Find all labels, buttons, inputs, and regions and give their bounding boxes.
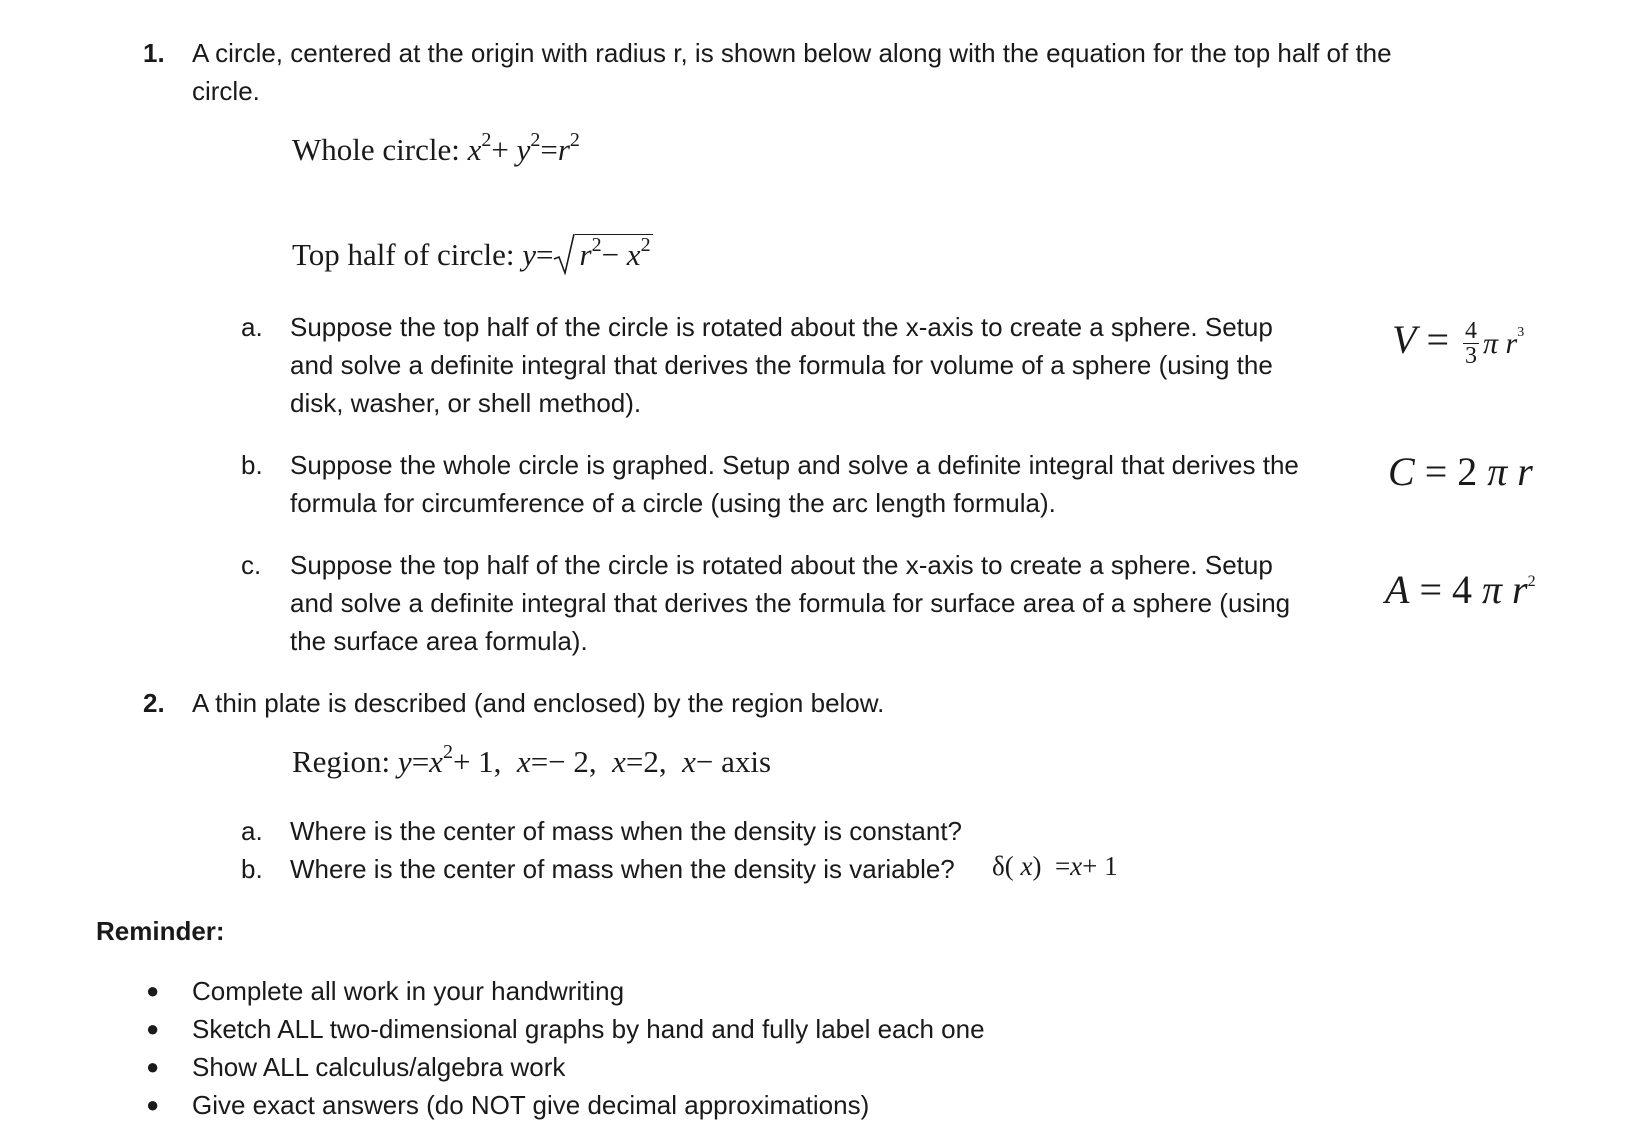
q2a-label: a. bbox=[241, 816, 263, 846]
reminder-item: Sketch ALL two-dimensional graphs by hand and fully label each one bbox=[192, 1014, 985, 1044]
bullet-icon: ● bbox=[146, 978, 160, 1003]
q1a-line3: disk, washer, or shell method). bbox=[290, 388, 642, 418]
radical-icon bbox=[553, 233, 575, 275]
q1a-line1: Suppose the top half of the circle is rotated about the x-axis to create a sphere. Setup bbox=[290, 312, 1273, 342]
reminder-title: Reminder: bbox=[96, 916, 225, 946]
sphere-volume-formula: V = $\frac{4}{3}$ π $r^3$ bbox=[1392, 317, 1525, 370]
q1c-line1: Suppose the top half of the circle is rotated about the x-axis to create a sphere. Setup bbox=[290, 550, 1273, 580]
q1a-label: a. bbox=[241, 312, 263, 342]
bullet-icon: ● bbox=[146, 1092, 160, 1117]
reminder-item: Complete all work in your handwriting bbox=[192, 976, 625, 1006]
q1b-line1: Suppose the whole circle is graphed. Setup and solve a definite integral that derives the bbox=[290, 450, 1299, 480]
q1b-label: b. bbox=[241, 450, 263, 480]
q2a-text: Where is the center of mass when the density is constant? bbox=[290, 816, 963, 846]
whole-circle-equation: Whole circle: $x^2+ y^2=r^2$ bbox=[292, 128, 580, 167]
region-label: Region: bbox=[292, 744, 391, 779]
q1-intro-line1: A circle, centered at the origin with radius r, is shown below along with the equation for the top half of the bbox=[192, 38, 1392, 68]
q2-intro: A thin plate is described (and enclosed) by the region below. bbox=[192, 688, 885, 718]
q1a-line2: and solve a definite integral that derives the formula for volume of a sphere (using the bbox=[290, 350, 1273, 380]
q1c-line2: and solve a definite integral that derives the formula for surface area of a sphere (using bbox=[290, 588, 1291, 618]
reminder-item: Show ALL calculus/algebra work bbox=[192, 1052, 566, 1082]
q2b-text: Where is the center of mass when the density is variable? bbox=[290, 854, 955, 884]
bullet-icon: ● bbox=[146, 1054, 160, 1079]
region-equation: Region: $y=x^2+ 1$, x=− 2, x=2, x− axis bbox=[292, 740, 772, 779]
q1c-label: c. bbox=[241, 550, 262, 580]
q1-number: 1. bbox=[143, 38, 165, 68]
q2b-label: b. bbox=[241, 854, 263, 884]
top-half-label: Top half of circle: bbox=[292, 237, 515, 272]
four-thirds-fraction: $\frac{4}{3}$ bbox=[1465, 318, 1477, 370]
surface-area-formula: A = 4 π $r^2$ bbox=[1385, 567, 1536, 612]
top-half-equation: Top half of circle: $y= r^2- x^2$ bbox=[292, 230, 653, 275]
q1-intro-line2: circle. bbox=[192, 76, 260, 106]
circumference-formula: C = 2 π r bbox=[1388, 449, 1533, 494]
q1c-line3: the surface area formula). bbox=[290, 626, 588, 656]
bullet-icon: ● bbox=[146, 1016, 160, 1041]
reminder-item: Give exact answers (do NOT give decimal approximations) bbox=[192, 1090, 870, 1120]
whole-circle-label: Whole circle: bbox=[292, 132, 460, 167]
density-function: δ( x) =x+ 1 bbox=[992, 851, 1118, 881]
q1b-line2: formula for circumference of a circle (using the arc length formula). bbox=[290, 488, 1056, 518]
q2-number: 2. bbox=[143, 688, 165, 718]
sqrt-symbol: $r^2- x^2$ bbox=[553, 230, 652, 275]
